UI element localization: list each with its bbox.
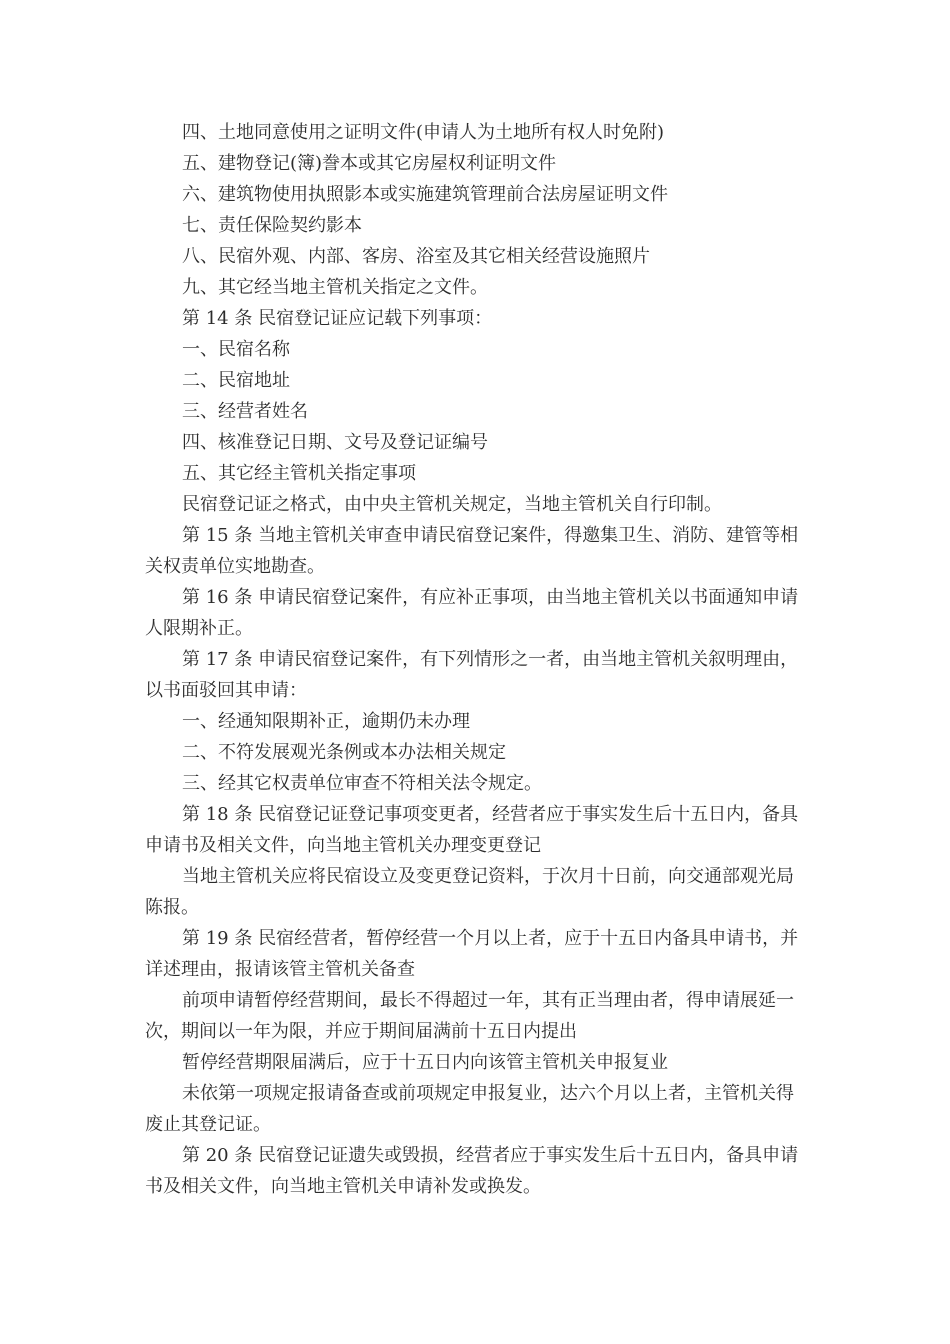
- text-line: 五、建物登记(簿)誊本或其它房屋权利证明文件: [182, 153, 557, 174]
- paragraph: [0, 489, 950, 520]
- text-line: 二、民宿地址: [182, 370, 290, 391]
- text-line: 申请书及相关文件，向当地主管机关办理变更登记: [145, 835, 541, 856]
- paragraph: [0, 799, 950, 861]
- paragraph: [0, 861, 950, 923]
- document-page: [0, 117, 950, 1202]
- text-line: 详述理由，报请该管主管机关备查: [145, 959, 415, 980]
- text-line: 暂停经营期限届满后，应于十五日内向该管主管机关申报复业: [182, 1052, 668, 1073]
- paragraph: [0, 737, 950, 768]
- text-line: 七、责任保险契约影本: [182, 215, 362, 236]
- paragraph: [0, 1078, 950, 1140]
- paragraph: [0, 179, 950, 210]
- text-line: 九、其它经当地主管机关指定之文件。: [182, 277, 488, 298]
- paragraph: [0, 272, 950, 303]
- paragraph: [0, 396, 950, 427]
- text-line: 第 14 条 民宿登记证应记载下列事项：: [182, 308, 493, 329]
- text-line: 未依第一项规定报请备查或前项规定申报复业，达六个月以上者，主管机关得: [182, 1083, 794, 1104]
- text-line: 一、经通知限期补正，逾期仍未办理: [182, 711, 470, 732]
- paragraph: [0, 210, 950, 241]
- paragraph: [0, 427, 950, 458]
- paragraph: [0, 458, 950, 489]
- text-line: 第 15 条 当地主管机关审查申请民宿登记案件，得邀集卫生、消防、建管等相: [182, 525, 799, 546]
- paragraph: [0, 1140, 950, 1202]
- text-line: 关权责单位实地勘查。: [145, 556, 325, 577]
- paragraph: [0, 148, 950, 179]
- text-line: 一、民宿名称: [182, 339, 290, 360]
- text-line: 以书面驳回其申请：: [145, 680, 307, 701]
- text-line: 当地主管机关应将民宿设立及变更登记资料，于次月十日前，向交通部观光局: [182, 866, 794, 887]
- text-line: 三、经其它权责单位审查不符相关法令规定。: [182, 773, 542, 794]
- paragraph: [0, 768, 950, 799]
- paragraph: [0, 923, 950, 985]
- text-line: 第 18 条 民宿登记证登记事项变更者，经营者应于事实发生后十五日内，备具: [182, 804, 799, 825]
- paragraph: [0, 644, 950, 706]
- paragraph: [0, 520, 950, 582]
- text-line: 第 20 条 民宿登记证遗失或毁损，经营者应于事实发生后十五日内，备具申请: [182, 1145, 799, 1166]
- text-line: 陈报。: [145, 897, 199, 918]
- text-line: 人限期补正。: [145, 618, 253, 639]
- text-line: 废止其登记证。: [145, 1114, 271, 1135]
- text-line: 三、经营者姓名: [182, 401, 308, 422]
- paragraph: [0, 117, 950, 148]
- text-line: 八、民宿外观、内部、客房、浴室及其它相关经营设施照片: [182, 246, 650, 267]
- text-line: 次，期间以一年为限，并应于期间届满前十五日内提出: [145, 1021, 577, 1042]
- paragraph: [0, 582, 950, 644]
- text-line: 四、核准登记日期、文号及登记证编号: [182, 432, 488, 453]
- paragraph: [0, 241, 950, 272]
- text-line: 前项申请暂停经营期间，最长不得超过一年，其有正当理由者，得申请展延一: [182, 990, 794, 1011]
- paragraph: [0, 334, 950, 365]
- paragraph: [0, 985, 950, 1047]
- text-line: 二、不符发展观光条例或本办法相关规定: [182, 742, 506, 763]
- paragraph: [0, 706, 950, 737]
- paragraph: [0, 303, 950, 334]
- text-line: 民宿登记证之格式，由中央主管机关规定，当地主管机关自行印制。: [182, 494, 722, 515]
- text-line: 书及相关文件，向当地主管机关申请补发或换发。: [145, 1176, 541, 1197]
- text-line: 第 17 条 申请民宿登记案件，有下列情形之一者，由当地主管机关叙明理由，: [182, 649, 799, 670]
- text-line: 四、土地同意使用之证明文件(申请人为土地所有权人时免附): [182, 122, 665, 143]
- paragraph: [0, 365, 950, 396]
- text-line: 第 16 条 申请民宿登记案件，有应补正事项，由当地主管机关以书面通知申请: [182, 587, 799, 608]
- paragraph: [0, 1047, 950, 1078]
- text-line: 第 19 条 民宿经营者，暂停经营一个月以上者，应于十五日内备具申请书，并: [182, 928, 799, 949]
- text-line: 六、建筑物使用执照影本或实施建筑管理前合法房屋证明文件: [182, 184, 668, 205]
- text-line: 五、其它经主管机关指定事项: [182, 463, 416, 484]
